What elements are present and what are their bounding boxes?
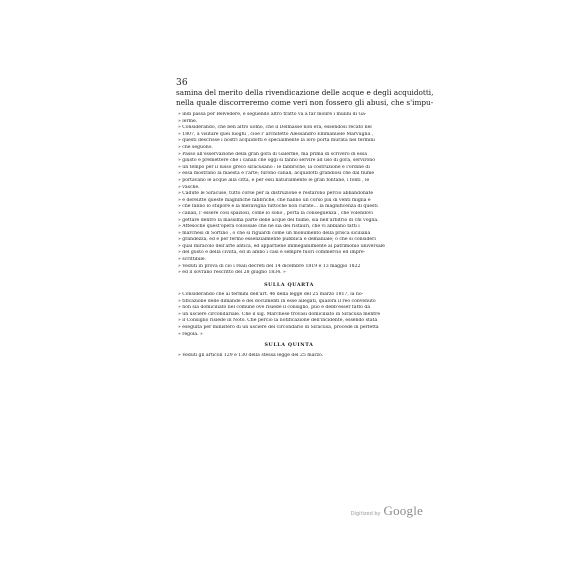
text-line: » Attesochè quest'opera colossale che ne sia dei ristauri, che vi abbiano fatti i <box>178 224 360 230</box>
text-line: » ed il sovrano rescritto del 28 giugno 1834. » <box>178 270 286 276</box>
text-line: » canali, l' essere così spaziosi, come lo sono , porta la conseguenza , che volendovi <box>178 210 373 216</box>
text-line: » un usciere circondariale. Che il sig. Marchese trovasi domiciliato in Siracusa mentre <box>178 311 381 317</box>
text-line: » e derelitte queste magnifiche fabbriche, che hanno un corso più di venti miglia e <box>178 197 371 203</box>
text-line: » non sia domiciliato nel comune ove risiede il consiglio, può e debb'esser fatto da <box>178 305 371 311</box>
text-line: » grandezza, ed è per fermo essenzialmente pubblica e demaniale; o che si consideri <box>178 237 376 243</box>
section-heading-quarta: SULLA QUARTA <box>264 282 314 288</box>
text-line: » il Consiglio risiede in Noto. Che perciò la notificazione dell'incidente, essendo stata <box>178 318 378 324</box>
text-line: » scrittibile. <box>178 257 207 263</box>
text-line: » Considerando, che ben altro uomo, che il Delmasse non era, essendosi recato nel <box>178 125 372 131</box>
text-line: » eseguita per ministero di un usciere del circondario di Siracusa, procede in perfetta <box>178 324 379 330</box>
text-line: » marchesi di Sortino , o che si riguardi come un monumento della prisca siciliana <box>178 230 371 236</box>
text-line: » giusto è premettere che i canali che oggi si fanno servire ad uso di gora, servirono <box>178 158 376 164</box>
text-line: » Passò all'osservazione della gran gora di Galerme, ma prima di scrivero di essa <box>178 151 368 157</box>
google-logo: Google <box>383 503 423 518</box>
text-line: » Veduti in prova di ciò i reali decreti del 14 dicembre 1819 e 13 maggio 1822 <box>178 263 361 269</box>
section-heading-quinta: SULLA QUINTA <box>264 342 314 348</box>
digitized-watermark <box>351 503 423 519</box>
text-line: » tificazione delle dimande e dei documenti in esse allegati, qualora il reo convenuto <box>178 298 376 304</box>
quoted-block-quarta <box>178 292 402 338</box>
text-line: » qual miracolo dell'arte antica, ed appartiene immegabilmente al patrimonio universale <box>178 243 385 249</box>
text-line: » gettare dentro la massima parte delle acque del fiume, sia nell'arbitrio di chi voglia. <box>178 217 379 223</box>
text-line: » che fanno lo stupore e la meraviglia tuttochè non curate... la magnificenza di questi <box>178 204 378 210</box>
text-line: » portavano le acque alla città, e per essi naturalmente le gran fontane, i fonti , le <box>178 177 370 183</box>
lead-paragraph <box>176 88 434 108</box>
quoted-block-terza <box>178 112 402 277</box>
text-line: » del gusto e della civiltà, ed in ambo i casi è sempre fuori commercio ed impre- <box>178 250 366 256</box>
watermark-by-text: Digitized by <box>350 511 381 517</box>
text-line: » 1807, a visitare quei luoghi , cioè l' architetto Alessandro Emmanuele Marvuglia , <box>178 131 374 137</box>
text-line: » Veduti gli articoli 129 e 130 della stessa legge del 25 marzo. <box>178 353 324 358</box>
lead-line: samina del merito della rivendicazione delle acque e degli acquidotti, <box>176 88 434 97</box>
text-line: » indi passa per Belvedere, e seguendo altro tratto va a far molire i mulini di Ga- <box>178 112 367 117</box>
text-line: » essa mostrano la maestà e l'arte; furono canali, acquidotti grandiosi che dal fiume <box>178 171 375 177</box>
text-line: » questi descrisse i nostri acquidotti e specialmente la loro porta murata nei termini <box>178 138 375 144</box>
text-line: » un tempo per il lusso greco siracusano : le fabbriche, la costruzione e l'ordine di <box>178 164 370 170</box>
text-line: » Cadute le Siracuse, tutto corse per la distruzione e restarono perciò abbandonate <box>178 191 374 197</box>
quoted-block-quinta <box>178 353 402 360</box>
text-line: » lerme. <box>178 118 198 124</box>
lead-line: nella quale discorreremo come veri non fossero gli abusi, che s'impu- <box>176 98 434 107</box>
text-line: » vasche. <box>178 184 200 190</box>
text-line: » Considerando che ai termini dell'art. 46 della legge del 25 marzo 1817, la no- <box>178 292 364 297</box>
page-number: 36 <box>176 78 188 88</box>
text-line: » che seguono. <box>178 144 213 150</box>
text-line: » regola. » <box>178 331 203 337</box>
